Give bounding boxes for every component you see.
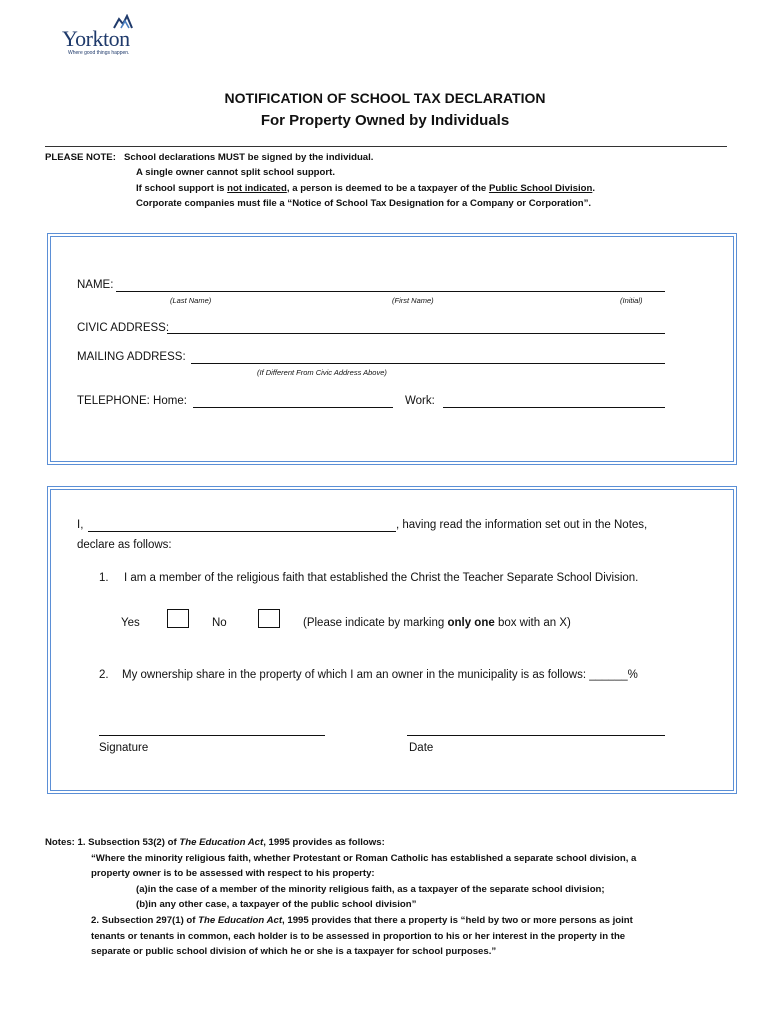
- header-divider: [45, 146, 727, 147]
- note2-part-c: , 1995 provides that there a property is “held by two or more persons as joint: [282, 915, 633, 926]
- telephone-home-label: TELEPHONE: Home:: [77, 395, 187, 407]
- please-note-line3: [136, 183, 595, 194]
- page-subtitle: For Property Owned by Individuals: [260, 112, 510, 129]
- note2-line3: separate or public school division of which he or she is a taxpayer for school purposes.”: [91, 946, 497, 957]
- indicate-part-c: box with an X): [494, 617, 571, 629]
- indicate-instruction: [303, 617, 571, 629]
- note1-quote-a: (a)in the case of a member of the minority religious faith, as a taxpayer of the separate school division;: [136, 884, 605, 895]
- telephone-work-label: Work:: [405, 395, 435, 407]
- yes-checkbox[interactable]: [167, 609, 189, 628]
- note1-quote-line2: property owner is to be assessed with respect to his property:: [91, 868, 375, 879]
- line3-part-c: , a person is deemed to be a taxpayer of the: [286, 183, 489, 194]
- yes-label: Yes: [121, 617, 140, 629]
- date-label: Date: [409, 742, 434, 754]
- signature-label: Signature: [99, 742, 149, 754]
- personal-info-box: [47, 233, 737, 465]
- initial-hint: (Initial): [620, 296, 643, 305]
- note1-act-name: The Education Act: [179, 837, 264, 848]
- signature-field[interactable]: [99, 735, 325, 736]
- mailing-address-hint: (If Different From Civic Address Above): [257, 368, 387, 377]
- first-name-hint: (First Name): [392, 296, 434, 305]
- name-field[interactable]: [116, 291, 665, 292]
- note1-quote-line1: “Where the minority religious faith, whether Protestant or Roman Catholic has established a separate school division, a: [91, 853, 637, 864]
- no-label: No: [212, 617, 227, 629]
- note2-line2: tenants or tenants in common, each holder is to be assessed in proportion to his or her interest in the property in the: [91, 931, 626, 942]
- please-note-line2: A single owner cannot split school support.: [136, 167, 335, 178]
- please-note-line4: Corporate companies must file a “Notice of School Tax Designation for a Company or Corporation”.: [136, 198, 592, 209]
- declarant-name-field[interactable]: [88, 531, 396, 532]
- no-checkbox[interactable]: [258, 609, 280, 628]
- last-name-hint: (Last Name): [170, 296, 212, 305]
- indicate-only-one: only one: [447, 617, 495, 629]
- logo-tagline: Where good things happen.: [68, 50, 130, 56]
- item2-text: My ownership share in the property of which I am an owner in the municipality is as follows: ______%: [122, 669, 638, 681]
- line3-public-school-division: Public School Division: [488, 183, 593, 194]
- item1-text: I am a member of the religious faith that established the Christ the Teacher Separate School Division.: [124, 572, 639, 584]
- please-note-line1: School declarations MUST be signed by the individual.: [124, 152, 374, 163]
- note1-heading: [45, 837, 385, 848]
- mailing-address-field[interactable]: [191, 363, 665, 364]
- item2-number: 2.: [99, 669, 109, 681]
- telephone-work-field[interactable]: [443, 407, 665, 408]
- note1-part-a: Notes: 1. Subsection 53(2) of: [45, 837, 180, 848]
- page-title: NOTIFICATION OF SCHOOL TAX DECLARATION: [224, 90, 546, 106]
- note2-act-name: The Education Act: [198, 915, 283, 926]
- having-read-text: , having read the information set out in the Notes,: [396, 519, 648, 531]
- line3-part-e: .: [592, 183, 596, 194]
- note2-line1: [91, 915, 633, 926]
- declarant-i-label: I,: [77, 519, 84, 531]
- line3-part-a: If school support is: [136, 183, 228, 194]
- civic-address-label: CIVIC ADDRESS:: [77, 322, 170, 334]
- telephone-home-field[interactable]: [193, 407, 393, 408]
- line3-not-indicated: not indicated: [227, 183, 287, 194]
- date-field[interactable]: [407, 735, 665, 736]
- yorkton-logo: [62, 14, 142, 58]
- name-label: NAME:: [77, 279, 114, 291]
- declare-text: declare as follows:: [77, 539, 172, 551]
- logo-word: Yorkton: [62, 26, 130, 51]
- note1-quote-b: (b)in any other case, a taxpayer of the public school division”: [136, 899, 417, 910]
- declaration-box: [47, 486, 737, 794]
- indicate-part-a: (Please indicate by marking: [303, 617, 448, 629]
- civic-address-field[interactable]: [167, 333, 665, 334]
- mailing-address-label: MAILING ADDRESS:: [77, 351, 186, 363]
- note1-part-c: , 1995 provides as follows:: [263, 837, 385, 848]
- please-note-label: PLEASE NOTE:: [45, 152, 116, 163]
- item1-number: 1.: [99, 572, 109, 584]
- note2-part-a: 2. Subsection 297(1) of: [91, 915, 199, 926]
